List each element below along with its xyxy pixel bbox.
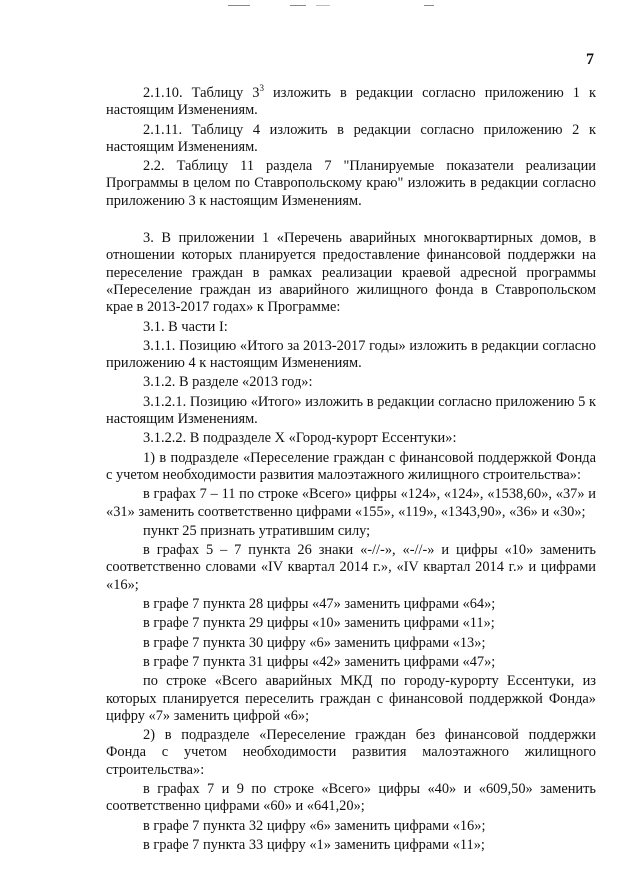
paragraph-3-1-2-2: 3.1.2.2. В подразделе X «Город-курорт Ессентуки»: [143,430,457,447]
paragraph-item: в графе 7 пункта 28 цифры «47» заменить цифрами «64»; [143,596,496,613]
paragraph-item: в графе 7 пункта 32 цифру «6» заменить цифрами «16»; [143,817,486,834]
paragraph-2-1-11: 2.1.11. Таблицу 4 изложить в редакции согласно приложению 2 к настоящим Изменениям. [106,121,596,155]
paragraph-3-1: 3.1. В части I: [143,318,228,335]
paragraph-item: в графах 7 – 11 по строке «Всего» цифры «124», «124», «1538,60», «37» и «31» заменить соответственно цифрами «155», «119», «1343,90», «36» и «30»; [106,486,596,520]
paragraph-3-1-2-1: 3.1.2.1. Позицию «Итого» изложить в редакции согласно приложению 5 к настоящим Изменениям. [106,393,596,428]
paragraph-3-1-2: 3.1.2. В разделе «2013 год»: [143,374,313,391]
page-number: 7 [586,51,594,68]
paragraph-item: в графе 7 пункта 31 цифры «42» заменить цифрами «47»; [143,653,496,670]
paragraph-item: в графе 7 пункта 29 цифры «10» заменить цифрами «11»; [143,615,495,632]
document-body [106,85,596,856]
paragraph-item: в графе 7 пункта 33 цифру «1» заменить цифрами «11»; [143,836,485,853]
paragraph-2-1-10: 2.1.10. Таблицу $3^3$ изложить в редакции согласно приложению 1 к настоящим Изменениям. [106,83,597,119]
paragraph-item: по строке «Всего аварийных МКД по городу-курорту Ессентуки, из которых планируется переселить граждан с финансовой поддержкой Фонда» цифру «7» заменить цифрой «6»; [106,673,596,724]
paragraph-item: пункт 25 признать утратившим силу; [143,522,371,539]
scan-artifact-marks [228,2,438,10]
paragraph-subsection-2: 2) в подразделе «Переселение граждан без финансовой поддержки Фонда с учетом необходимости развития малоэтажного жилищного строительства»: [106,727,596,778]
paragraph-item: в графах 7 и 9 по строке «Всего» цифры «40» и «609,50» заменить соответственно цифрами «60» и «641,20»; [106,780,596,815]
paragraph-subsection-1: 1) в подразделе «Переселение граждан с финансовой поддержкой Фонда с учетом необходимости развития малоэтажного жилищного строительства»: [106,449,596,483]
paragraph-3-1-1: 3.1.1. Позицию «Итого за 2013-2017 годы» изложить в редакции согласно приложению 4 к настоящим Изменениям. [106,337,596,372]
paragraph-2-2: 2.2. Таблицу 11 раздела 7 "Планируемые показатели реализации Программы в целом по Ставропольскому краю" изложить в редакции согласно приложению 3 к настоящим Изменениям. [106,158,596,209]
paragraph-3: 3. В приложении 1 «Перечень аварийных многоквартирных домов, в отношении которых планируется предоставление финансовой поддержки на переселение граждан в рамках реализации краевой адресной программы «Переселение граждан из аварийного жилищного фонда в Ставропольском крае в 2013-2017 годах» к Программе: [106,230,596,316]
paragraph-item: в графах 5 – 7 пункта 26 знаки «-//-», «-//-» и цифры «10» заменить соответственно словами «IV квартал 2014 г.», «IV квартал 2014 г.» и цифрами «16»; [106,542,596,593]
paragraph-item: в графе 7 пункта 30 цифру «6» заменить цифрами «13»; [143,634,486,651]
